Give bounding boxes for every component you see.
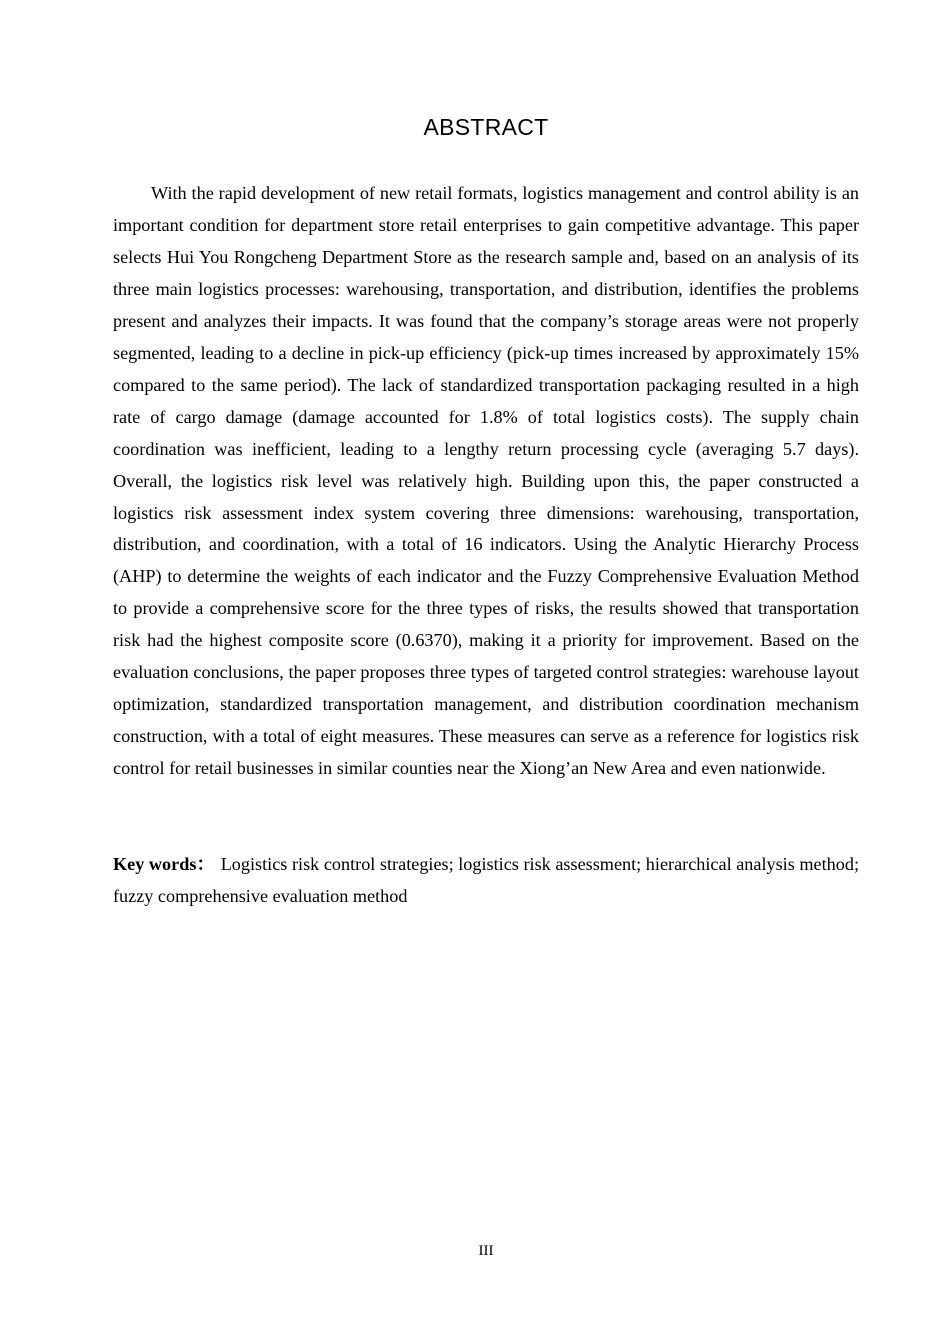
abstract-title: ABSTRACT [423,114,549,140]
page-number: III [478,1243,494,1259]
keywords-separator: ： [196,854,215,874]
abstract-body: With the rapid development of new retail formats, logistics management and control ability is an important condition for department store retail enterprises to gain competitive advantage. This paper selects Hui You Rongcheng Department Store as the research sample and, based on an analysis of its three main logistics processes: warehousing, transportation, and distribution, identifies the problems present and analyzes their impacts. It was found that the company’s storage areas were not properly segmented, leading to a decline in pick-up efficiency (pick-up times increased by approximately 15% compared to the same period). The lack of standardized transportation packaging resulted in a high rate of cargo damage (damage accounted for 1.8% of total logistics costs). The supply chain coordination was inefficient, leading to a lengthy return processing cycle (averaging 5.7 days). Overall, the logistics risk level was relatively high. Building upon this, the paper constructed a logistics risk assessment index system covering three dimensions: warehousing, transportation, distribution, and coordination, with a total of 16 indicators. Using the Analytic Hierarchy Process (AHP) to determine the weights of each indicator and the Fuzzy Comprehensive Evaluation Method to provide a comprehensive score for the three types of risks, the results showed that transportation risk had the highest composite score (0.6370), making it a priority for improvement. Based on the evaluation conclusions, the paper proposes three types of targeted control strategies: warehouse layout optimization, standardized transportation management, and distribution coordination mechanism construction, with a total of eight measures. These measures can serve as a reference for logistics risk control for retail businesses in similar counties near the Xiong’an New Area and even nationwide. [113,183,859,779]
keywords-label: Key words [113,854,197,874]
keywords-text: Logistics risk control strategies; logistics risk assessment; hierarchical analysis method; fuzzy comprehensive evaluation method [113,854,859,906]
keywords-paragraph [113,849,859,912]
